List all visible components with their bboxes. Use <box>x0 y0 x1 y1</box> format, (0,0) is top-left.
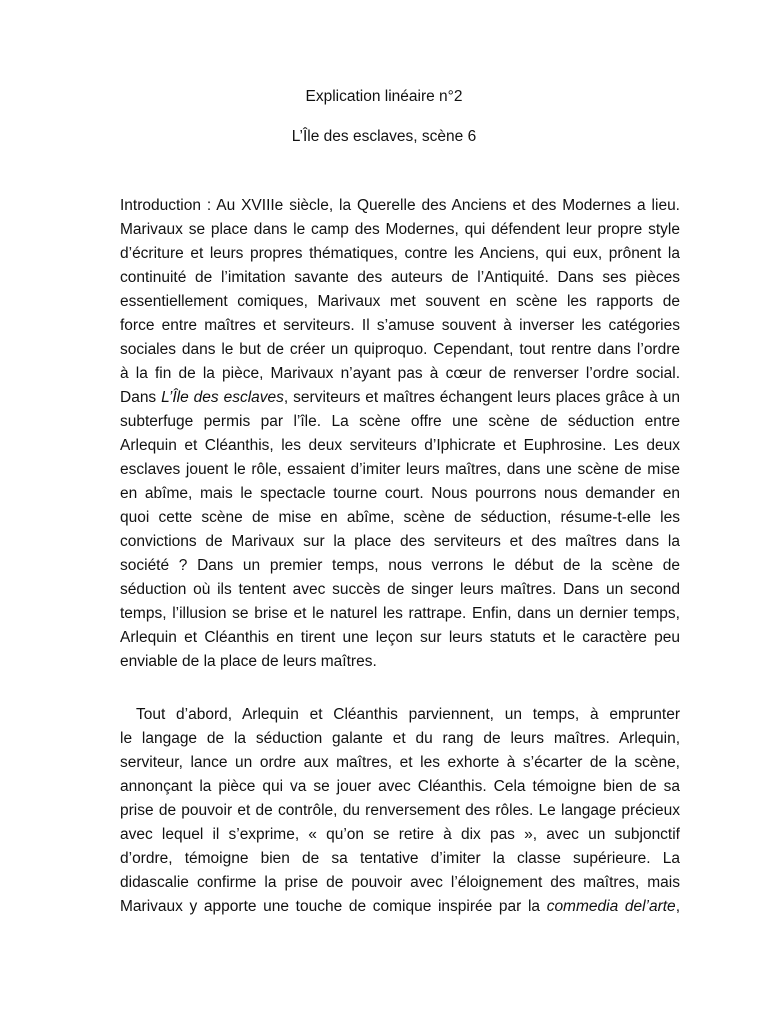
text-line: subterfuge permis par l’île. La scène offre une scène de séduction entre <box>120 413 680 430</box>
text-line: didascalie confirme la prise de pouvoir avec l’éloignement des maîtres, mais <box>120 874 680 891</box>
text-line: prise de pouvoir et de contrôle, du renversement des rôles. Le langage précieux <box>120 802 680 819</box>
text-line: d’ordre, témoigne bien de sa tentative d’imiter la classe supérieure. La <box>120 850 680 867</box>
text-line: quoi cette scène de mise en abîme, scène de séduction, résume-t-elle les <box>120 509 680 526</box>
text-line: Arlequin et Cléanthis, les deux serviteurs d’Iphicrate et Euphrosine. Les deux <box>120 437 680 454</box>
text-line: force entre maîtres et serviteurs. Il s’amuse souvent à inverser les catégories <box>120 317 680 334</box>
italic-title: L’Île des esclaves <box>161 389 284 406</box>
text-line: Arlequin et Cléanthis en tirent une leçon sur leurs statuts et le caractère peu <box>120 629 680 646</box>
text-line: sociales dans le but de créer un quiproquo. Cependant, tout rentre dans l’ordre <box>120 341 680 358</box>
document-subtitle: L’Île des esclaves, scène 6 <box>291 128 477 145</box>
text-line: esclaves jouent le rôle, essaient d’imiter leurs maîtres, dans une scène de mise <box>120 461 680 478</box>
text-line: à la fin de la pièce, Marivaux n’ayant pas à cœur de renverser l’ordre social. <box>120 365 680 382</box>
document-title: Explication linéaire n°2 <box>305 88 463 105</box>
text-line: enviable de la place de leurs maîtres. <box>120 653 377 670</box>
text-line: temps, l’illusion se brise et le naturel les rattrape. Enfin, dans un dernier temps, <box>120 605 680 622</box>
text-line: annonçant la pièce qui va se jouer avec Cléanthis. Cela témoigne bien de sa <box>120 778 680 795</box>
text-line: Dans L’Île des esclaves, serviteurs et maîtres échangent leurs places grâce à un <box>120 389 680 406</box>
text-line: essentiellement comiques, Marivaux met souvent en scène les rapports de <box>120 293 680 310</box>
italic-phrase: commedia del’arte <box>546 898 676 915</box>
text-line: Marivaux y apporte une touche de comique inspirée par la commedia del’arte, <box>120 898 680 915</box>
text-line: d’écriture et leurs propres thématiques, contre les Anciens, qui eux, prônent la <box>120 245 680 262</box>
introduction-paragraph <box>120 194 680 674</box>
text-line: société ? Dans un premier temps, nous verrons le début de la scène de <box>120 557 680 574</box>
text-line: serviteur, lance un ordre aux maîtres, et les exhorte à s’écarter de la scène, <box>120 754 680 771</box>
text-line: Introduction : Au XVIIIe siècle, la Querelle des Anciens et des Modernes a lieu. <box>120 197 680 214</box>
body-paragraph <box>120 703 680 919</box>
text-line: en abîme, mais le spectacle tourne court. Nous pourrons nous demander en <box>120 485 680 502</box>
text-line: séduction où ils tentent avec succès de singer leurs maîtres. Dans un second <box>120 581 680 598</box>
text-line: Marivaux se place dans le camp des Modernes, qui défendent leur propre style <box>120 221 680 238</box>
text-line: Tout d’abord, Arlequin et Cléanthis parviennent, un temps, à emprunter <box>136 706 680 723</box>
text-line: le langage de la séduction galante et du rang de leurs maîtres. Arlequin, <box>120 730 680 747</box>
text-line: convictions de Marivaux sur la place des serviteurs et des maîtres dans la <box>120 533 680 550</box>
text-line: continuité de l’imitation savante des auteurs de l’Antiquité. Dans ses pièces <box>120 269 680 286</box>
text-line: avec lequel il s’exprime, « qu’on se retire à dix pas », avec un subjonctif <box>120 826 680 843</box>
